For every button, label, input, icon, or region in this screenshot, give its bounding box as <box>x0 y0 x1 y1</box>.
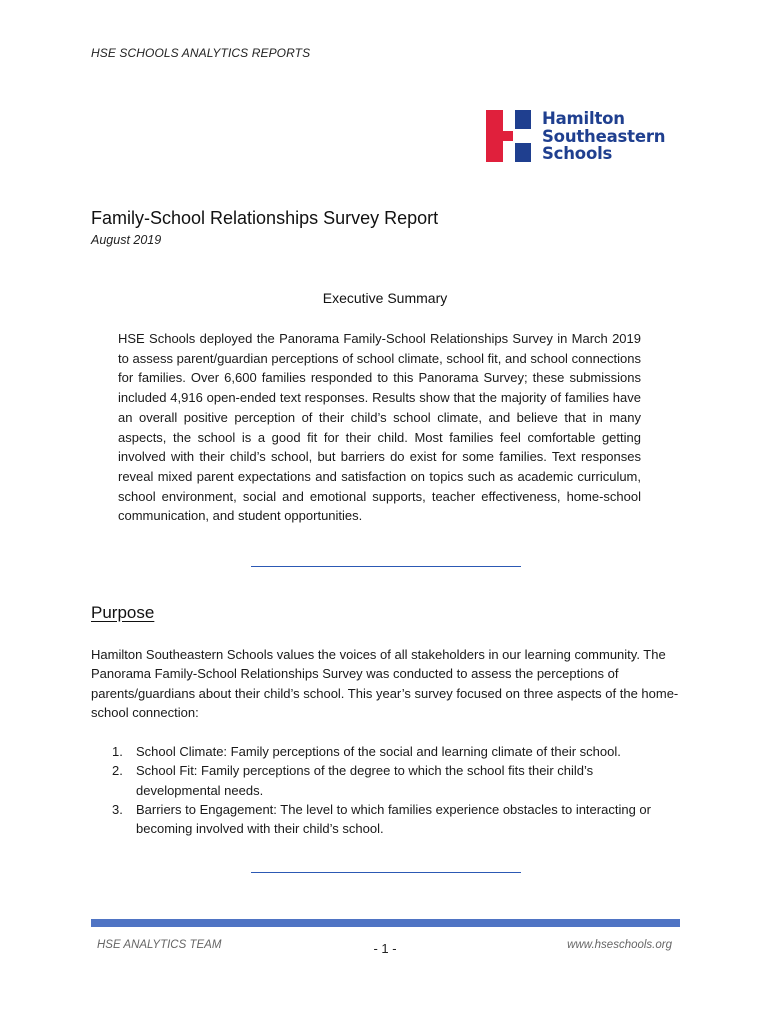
list-item <box>91 761 680 800</box>
footer-website-link[interactable]: www.hseschools.org <box>567 939 672 951</box>
logo-h-mark-icon <box>486 110 536 162</box>
executive-summary-heading: Executive Summary <box>322 290 448 306</box>
list-item-text: School Fit: Family perceptions of the degree to which the school fits their child’s developmental needs. <box>136 763 594 798</box>
document-title: Family-School Relationships Survey Report <box>91 208 439 228</box>
list-item <box>91 742 680 761</box>
document-date: August 2019 <box>91 233 162 247</box>
section-divider <box>251 566 521 567</box>
list-item-number: 3. <box>112 801 123 817</box>
footer-bar <box>91 919 680 927</box>
logo-line-1: Hamilton <box>542 109 625 128</box>
footer-page-number: - 1 - <box>373 941 397 956</box>
header-label: HSE SCHOOLS ANALYTICS REPORTS <box>91 46 311 60</box>
logo-line-2: Southeastern <box>542 126 666 146</box>
list-item <box>91 800 680 839</box>
purpose-body: Hamilton Southeastern Schools values the voices of all stakeholders in our learning community. The Panorama Family-School Relationships Survey was conducted to assess the perceptions of parents/guardians about their child’s school. This year’s survey focused on three aspects of the home-school connection: <box>91 647 679 720</box>
purpose-heading: Purpose <box>91 603 155 622</box>
section-divider <box>251 872 521 873</box>
executive-summary-body: HSE Schools deployed the Panorama Family-School Relationships Survey in March 2019 to assess parent/guardian perceptions of school climate, school fit, and school connections for families. Over 6,600 families responded to this Panorama Survey; these submissions included 4,916 open-ended text responses. Results show that the majority of families have an overall positive perception of their child’s school climate, and believe that in many aspects, the school is a good fit for their child. Most families feel comfortable getting involved with their child’s school, but barriers do exist for some families. Text responses reveal mixed parent expectations and satisfaction on topics such as academic curriculum, school environment, social and emotional supports, teacher effectiveness, home-school communication, and student opportunities. <box>118 331 641 524</box>
list-item-number: 2. <box>112 763 123 779</box>
list-item-text: School Climate: Family perceptions of the social and learning climate of their school. <box>136 744 621 759</box>
school-logo <box>486 110 676 166</box>
list-item-number: 1. <box>112 744 123 759</box>
list-item-text: Barriers to Engagement: The level to which families experience obstacles to interacting or becoming involved with their child’s school. <box>136 801 651 837</box>
purpose-list <box>91 742 680 838</box>
logo-line-3: Schools <box>542 144 613 163</box>
logo-wordmark <box>542 110 665 163</box>
footer-team-label: HSE ANALYTICS TEAM <box>97 939 222 951</box>
